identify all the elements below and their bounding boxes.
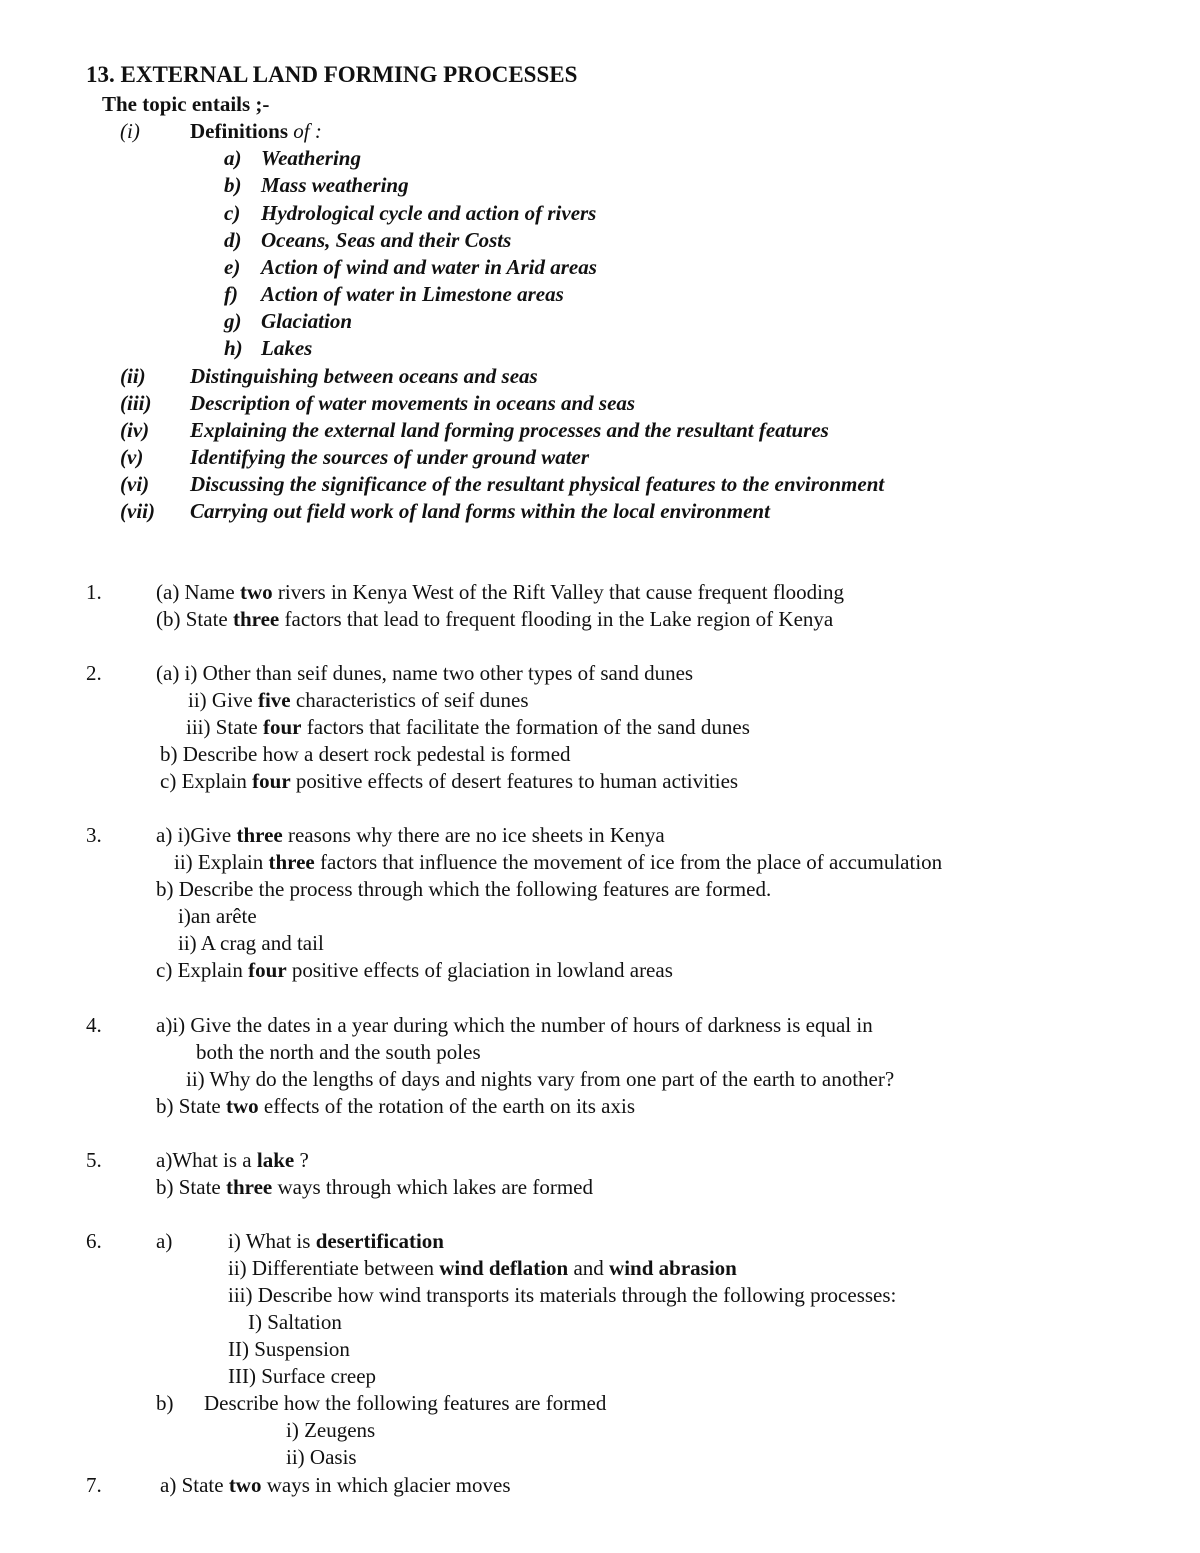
objective-text: Carrying out field work of land forms within the local environment	[190, 499, 770, 523]
text-bold: two	[228, 1473, 262, 1497]
text-part: ii) Differentiate between	[228, 1256, 440, 1280]
question-line: iii) Describe how wind transports its materials through the following processes:	[228, 1283, 897, 1307]
text-part: c) Explain	[156, 958, 249, 982]
text-part: factors that influence the movement of ice from the place of accumulation	[314, 850, 943, 874]
objective-number: (vii)	[120, 499, 155, 523]
text-part: ii) Explain	[174, 850, 269, 874]
objective-text: Distinguishing between oceans and seas	[190, 364, 538, 388]
question-line	[156, 822, 665, 848]
objective-text-bold: Definitions	[190, 119, 289, 143]
question-line	[156, 579, 844, 605]
question-line	[156, 1093, 635, 1119]
question-part-label: b)	[156, 1391, 174, 1415]
objective-text-of: of :	[293, 119, 322, 143]
text-part: effects of the rotation of the earth on its axis	[258, 1094, 635, 1118]
question-line: Describe how the following features are formed	[204, 1391, 607, 1415]
question-line	[228, 1228, 444, 1254]
definition-letter: g)	[224, 309, 242, 333]
question-line: b) Describe the process through which the following features are formed.	[156, 877, 772, 901]
text-part: ?	[294, 1148, 309, 1172]
question-line: b) Describe how a desert rock pedestal is formed	[160, 742, 571, 766]
question-number: 1.	[86, 580, 102, 604]
text-part: and	[568, 1256, 610, 1280]
text-part: (b) State	[156, 607, 233, 631]
question-line	[228, 1255, 737, 1281]
question-number: 5.	[86, 1148, 102, 1172]
text-bold: four	[263, 715, 302, 739]
question-part-label: a)	[156, 1229, 173, 1253]
definition-item: Lakes	[261, 336, 313, 360]
definition-letter: f)	[224, 282, 238, 306]
question-line: (a) i) Other than seif dunes, name two other types of sand dunes	[156, 661, 694, 685]
feature-item: i) Zeugens	[286, 1418, 376, 1442]
question-line	[160, 768, 738, 794]
text-bold: wind abrasion	[609, 1256, 737, 1280]
objective-number: (vi)	[120, 472, 150, 496]
objective-number: (v)	[120, 445, 144, 469]
objective-number: (i)	[120, 119, 140, 143]
question-number: 6.	[86, 1229, 102, 1253]
text-part: b) State	[156, 1094, 226, 1118]
text-bold: desertification	[315, 1229, 444, 1253]
text-bold: four	[252, 769, 291, 793]
objective-text: Discussing the significance of the resultant physical features to the environment	[190, 472, 885, 496]
text-bold: three	[236, 823, 283, 847]
question-number: 3.	[86, 823, 102, 847]
text-part: ii) Give	[188, 688, 258, 712]
feature-item: ii) Oasis	[286, 1445, 357, 1469]
process-item: I) Saltation	[248, 1310, 342, 1334]
definition-item: Action of water in Limestone areas	[261, 282, 564, 306]
definition-item: Glaciation	[261, 309, 353, 333]
text-part: positive effects of desert features to human activities	[290, 769, 739, 793]
question-number: 7.	[86, 1473, 102, 1497]
definition-item: Weathering	[261, 146, 361, 170]
text-part: a)What is a	[156, 1148, 257, 1172]
definition-item: Hydrological cycle and action of rivers	[261, 201, 597, 225]
question-line: both the north and the south poles	[196, 1040, 481, 1064]
objective-text	[190, 118, 322, 144]
text-bold: three	[225, 1175, 273, 1199]
text-part: factors that lead to frequent flooding in the Lake region of Kenya	[279, 607, 834, 631]
question-line	[186, 714, 750, 740]
objective-number: (iv)	[120, 418, 150, 442]
text-part: i) What is	[228, 1229, 316, 1253]
text-part: ways through which lakes are formed	[272, 1175, 593, 1199]
process-item: III) Surface creep	[228, 1364, 377, 1388]
objective-number: (ii)	[120, 364, 146, 388]
text-bold: five	[257, 688, 291, 712]
question-line: a)i) Give the dates in a year during which the number of hours of darkness is equal in	[156, 1013, 873, 1037]
question-number: 4.	[86, 1013, 102, 1037]
definition-letter: a)	[224, 146, 242, 170]
text-bold: lake	[256, 1148, 295, 1172]
question-line	[156, 606, 833, 632]
text-part: b) State	[156, 1175, 226, 1199]
definition-letter: b)	[224, 173, 242, 197]
text-part: a) i)Give	[156, 823, 237, 847]
text-bold: three	[232, 607, 280, 631]
text-part: c) Explain	[160, 769, 253, 793]
text-part: factors that facilitate the formation of the sand dunes	[301, 715, 750, 739]
question-line: ii) Why do the lengths of days and nights vary from one part of the earth to another?	[186, 1067, 895, 1091]
objective-text: Description of water movements in oceans and seas	[190, 391, 636, 415]
text-bold: four	[248, 958, 287, 982]
definition-letter: d)	[224, 228, 242, 252]
definition-item: Mass weathering	[261, 173, 409, 197]
definition-letter: h)	[224, 336, 243, 360]
definition-letter: e)	[224, 255, 241, 279]
definition-item: Oceans, Seas and their Costs	[261, 228, 512, 252]
objective-text: Identifying the sources of under ground water	[190, 445, 590, 469]
intro-text: The topic entails ;-	[102, 92, 270, 116]
question-line: i)an arête	[178, 904, 257, 928]
question-line	[174, 849, 942, 875]
text-part: rivers in Kenya West of the Rift Valley that cause frequent flooding	[272, 580, 845, 604]
text-bold: two	[225, 1094, 259, 1118]
question-line: ii) A crag and tail	[178, 931, 324, 955]
text-part: ways in which glacier moves	[261, 1473, 511, 1497]
question-line	[156, 957, 673, 983]
text-bold: three	[268, 850, 315, 874]
process-item: II) Suspension	[228, 1337, 350, 1361]
question-line	[160, 1472, 511, 1498]
text-part: (a) Name	[156, 580, 240, 604]
text-bold: two	[239, 580, 273, 604]
question-line	[156, 1147, 309, 1173]
definition-item: Action of wind and water in Arid areas	[261, 255, 597, 279]
text-part: positive effects of glaciation in lowland areas	[286, 958, 673, 982]
objective-text: Explaining the external land forming processes and the resultant features	[190, 418, 829, 442]
question-line	[188, 687, 529, 713]
text-part: reasons why there are no ice sheets in Kenya	[282, 823, 665, 847]
text-part: characteristics of seif dunes	[290, 688, 529, 712]
text-bold: wind deflation	[439, 1256, 569, 1280]
text-part: iii) State	[186, 715, 263, 739]
objective-number: (iii)	[120, 391, 152, 415]
definition-letter: c)	[224, 201, 241, 225]
page-title: 13. EXTERNAL LAND FORMING PROCESSES	[86, 62, 578, 87]
question-line	[156, 1174, 593, 1200]
text-part: a) State	[160, 1473, 229, 1497]
question-number: 2.	[86, 661, 102, 685]
